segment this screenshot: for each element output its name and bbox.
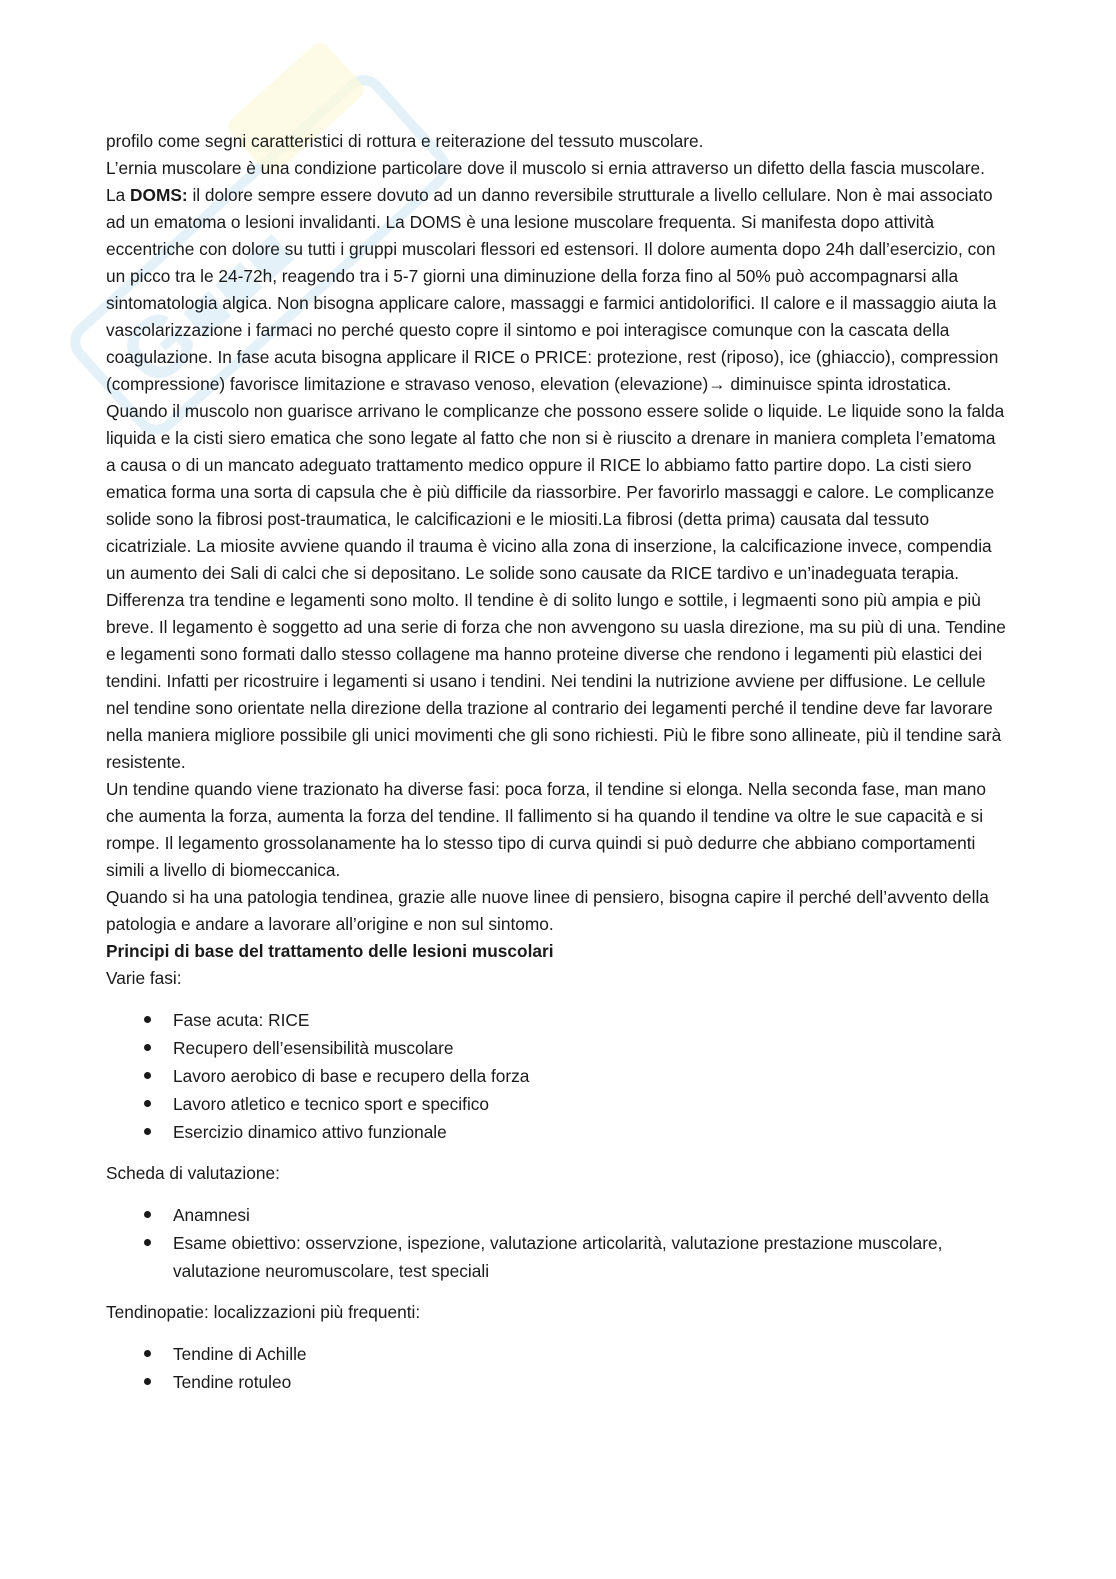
list-item-text: Esame obiettivo: osservzione, ispezione, valutazione articolarità, valutazione prestazione muscolare, valutazione neuromuscolare, test speciali [173,1233,943,1281]
paragraph-2-part-d: diminuisce spinta idrostatica. Quando il muscolo non guarisce arrivano le complicanze che possono essere solide o liquide. Le liquide sono la falda liquida e la cisti siero ematica che sono legate al fatto che non si è riuscito a drenare in maniera completa l’ematoma a causa o di un mancato adeguato trattamento medico oppure il RICE lo abbiamo fatto partire dopo. La cisti siero ematica forma una sorta di capsula che è più difficile da riassorbire. Per favorirlo massaggi e calore. Le complicanze solide sono la fibrosi post-traumatica, le calcificazioni e le miositi.La fibrosi (detta prima) causata dal tessuto cicatriziale. La miosite avviene quando il trauma è vicino alla zona di inserzione, la calcificazione invece, compendia un aumento dei Sali di calci che si depositano. Le solide sono causate da RICE tardivo e un’inadeguata terapia. [106,374,1005,583]
paragraph-4: Un tendine quando viene trazionato ha diverse fasi: poca forza, il tendine si elonga. Nella seconda fase, man mano che aumenta la forza, aumenta la forza del tendine. Il fallimento si ha quando il tendine va oltre le sue capacità e si rompe. Il legamento grossolanamente ha lo stesso tipo di curva quindi si può dedurre che abbiano comportamenti simili a livello di biomeccanica. [106,779,986,880]
bullet-icon [144,1128,151,1135]
phases-list [106,1006,1006,1146]
list-item-text: Fase acuta: RICE [173,1010,310,1030]
list-item [106,1340,1006,1368]
bullet-icon [144,1016,151,1023]
bullet-icon [144,1044,151,1051]
arrow-icon: → [708,374,726,394]
list-item [106,1006,1006,1034]
evaluation-label: Scheda di valutazione: [106,1163,280,1183]
bullet-icon [144,1072,151,1079]
evaluation-list [106,1201,1006,1285]
list-item [106,1034,1006,1062]
tendinopathy-label: Tendinopatie: localizzazioni più frequenti: [106,1302,421,1322]
svg-text:■■■: ■■■ [163,212,311,356]
doms-term: DOMS: [130,185,188,205]
paragraph-3: Differenza tra tendine e legamenti sono molto. Il tendine è di solito lungo e sottile, i legmaenti sono più ampia e più breve. Il legamento è soggetto ad una serie di forza che non avvengono su uasla direzione, ma su più di una. Tendine e legamenti sono formati dallo stesso collagene ma hanno proteine diverse che rendono i legamenti più elastici dei tendini. Infatti per ricostruire i legamenti si usano i tendini. Nei tendini la nutrizione avviene per diffusione. Le cellule nel tendine sono orientate nella direzione della trazione al contrario dei legamenti perché il tendine deve far lavorare nella maniera migliore possibile gli unici movimenti che gli sono richiesti. Più le fibre sono allineate, più il tendine sarà resistente. [106,590,1006,772]
list-item [106,1090,1006,1118]
list-item-text: Tendine di Achille [173,1344,307,1364]
bullet-icon [144,1350,151,1357]
list-item [106,1118,1006,1146]
bullet-icon [144,1211,151,1218]
list-item [106,1062,1006,1090]
bullet-icon [144,1100,151,1107]
list-item-text: Esercizio dinamico attivo funzionale [173,1122,447,1142]
tendinopathy-list [106,1340,1006,1396]
list-item-text: Recupero dell’esensibilità muscolare [173,1038,454,1058]
list-item-text: Tendine rotuleo [173,1372,292,1392]
section-heading: Principi di base del trattamento delle lesioni muscolari [106,941,554,961]
bullet-icon [144,1378,151,1385]
list-item [106,1229,1006,1285]
document-page [106,128,1006,1410]
svg-text:G: G [102,289,217,406]
bullet-icon [144,1239,151,1246]
list-item [106,1201,1006,1229]
paragraph-2 [106,155,1006,587]
list-item [106,1368,1006,1396]
list-item-text: Lavoro atletico e tecnico sport e specifico [173,1094,490,1114]
list-item-text: Anamnesi [173,1205,250,1225]
paragraph-5: Quando si ha una patologia tendinea, grazie alle nuove linee di pensiero, bisogna capire il perché dell’avvento della patologia e andare a lavorare all’origine e non sul sintomo. [106,887,989,934]
paragraph-2-part-a: L’ernia muscolare è una condizione particolare dove il muscolo si ernia attraverso un difetto della fascia muscolare. La [106,158,985,205]
paragraph-1: profilo come segni caratteristici di rottura e reiterazione del tessuto muscolare. [106,131,704,151]
list-item-text: Lavoro aerobico di base e recupero della forza [173,1066,530,1086]
paragraph-2-part-c: il dolore sempre essere dovuto ad un danno reversibile strutturale a livello cellulare. Non è mai associato ad un ematoma o lesioni invalidanti. La DOMS è una lesione muscolare frequenta. Si manifesta dopo attività eccentriche con dolore su tutti i gruppi muscolari flessori ed estensori. Il dolore aumenta dopo 24h dall’esercizio, con un picco tra le 24-72h, reagendo tra i 5-7 giorni una diminuzione della forza fino al 50% può accompagnarsi alla sintomatologia algica. Non bisogna applicare calore, massaggi e farmici antidolorifici. Il calore e il massaggio aiuta la vascolarizzazione i farmaci no perché questo copre il sintomo e poi interagisce comunque con la cascata della coagulazione. In fase acuta bisogna applicare il RICE o PRICE: protezione, rest (riposo), ice (ghiaccio), compression (compressione) favorisce limitazione e stravaso venoso, elevation (elevazione) [106,185,999,394]
phases-intro: Varie fasi: [106,968,182,988]
